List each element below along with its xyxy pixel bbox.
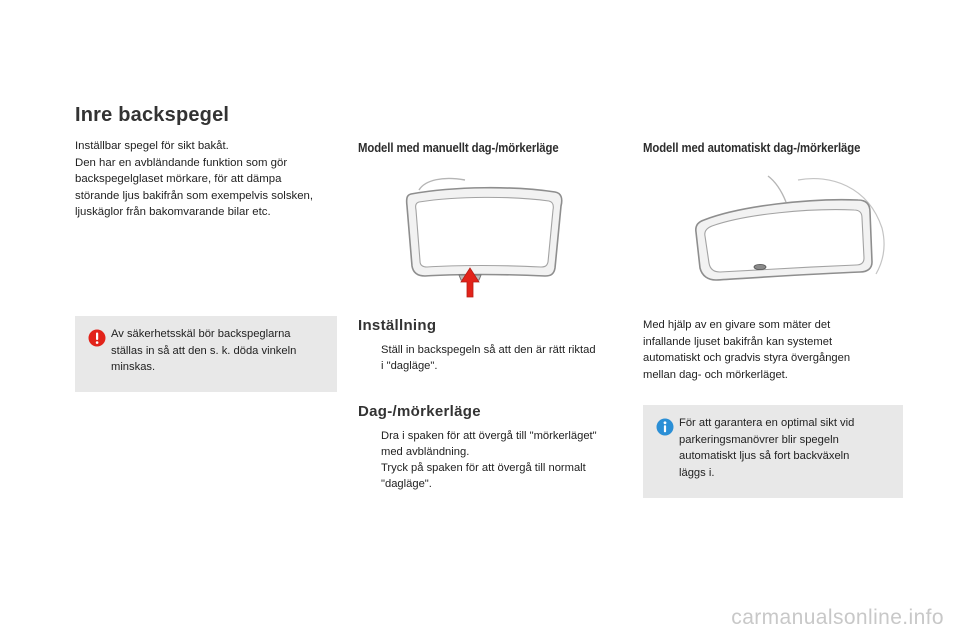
day-night-bullets [358,428,630,492]
warning-note-line: ställas in så att den s. k. döda vinkeln [111,344,297,357]
intro-paragraph [75,138,337,221]
info-note-line: automatiskt ljus så fort backväxeln [679,450,850,462]
warning-note-line: minskas. [111,361,156,373]
bullet-line: i "dagläge". [381,360,438,372]
auto-section-heading: Modell med automatiskt dag-/mörkerläge [643,140,861,155]
automatic-mirror-illustration [690,168,890,283]
watermark: carmanualsonline.info [731,606,944,629]
warning-note-text [111,326,325,376]
bullet-line: med avbländning. [381,446,470,458]
info-note-text [679,415,891,481]
bullet-line: Dra i spaken för att övergå till "mörkerläget" [381,430,597,442]
auto-description-line: Med hjälp av en givare som mäter det [643,319,831,331]
warning-note [75,316,337,392]
exclamation-icon [88,329,106,347]
auto-description-line: mellan dag- och mörkerläget. [643,368,788,381]
list-item [358,342,630,374]
auto-description-line: automatiskt och gradvis styra övergången [643,352,851,364]
info-note [643,405,903,498]
bullet-line: Tryck på spaken för att övergå till normalt [381,462,586,474]
info-note-line: För att garantera en optimal sikt vid [679,417,855,429]
manual-mirror-illustration [395,172,570,302]
intro-line: Inställbar spegel för sikt bakåt. [75,140,229,152]
auto-description-line: infallande ljuset bakifrån kan systemet [643,335,833,348]
auto-description [643,317,903,383]
intro-line: backspegelglaset mörkare, för att dämpa [75,173,282,185]
manual-section-heading: Modell med manuellt dag-/mörkerläge [358,140,559,155]
warning-note-line: Av säkerhetsskäl bör backspeglarna [111,328,291,340]
bullet-line: "dagläge". [381,478,432,490]
day-night-heading: Dag-/mörkerläge [358,403,481,420]
info-note-line: läggs i. [679,466,715,479]
list-item [358,460,630,492]
info-note-line: parkeringsmanövrer blir spegeln [679,433,839,446]
intro-line: ljuskäglor från bakomvarande bilar etc. [75,206,271,218]
intro-line: Den har en avbländande funktion som gör [75,156,288,169]
bullet-line: Ställ in backspegeln så att den är rätt riktad [381,344,596,356]
setting-heading: Inställning [358,317,437,334]
info-icon [656,418,674,436]
list-item [358,428,630,460]
setting-bullets [358,342,630,374]
intro-line: störande ljus bakifrån som exempelvis solsken, [75,189,314,202]
page-title: Inre backspegel [75,104,230,126]
